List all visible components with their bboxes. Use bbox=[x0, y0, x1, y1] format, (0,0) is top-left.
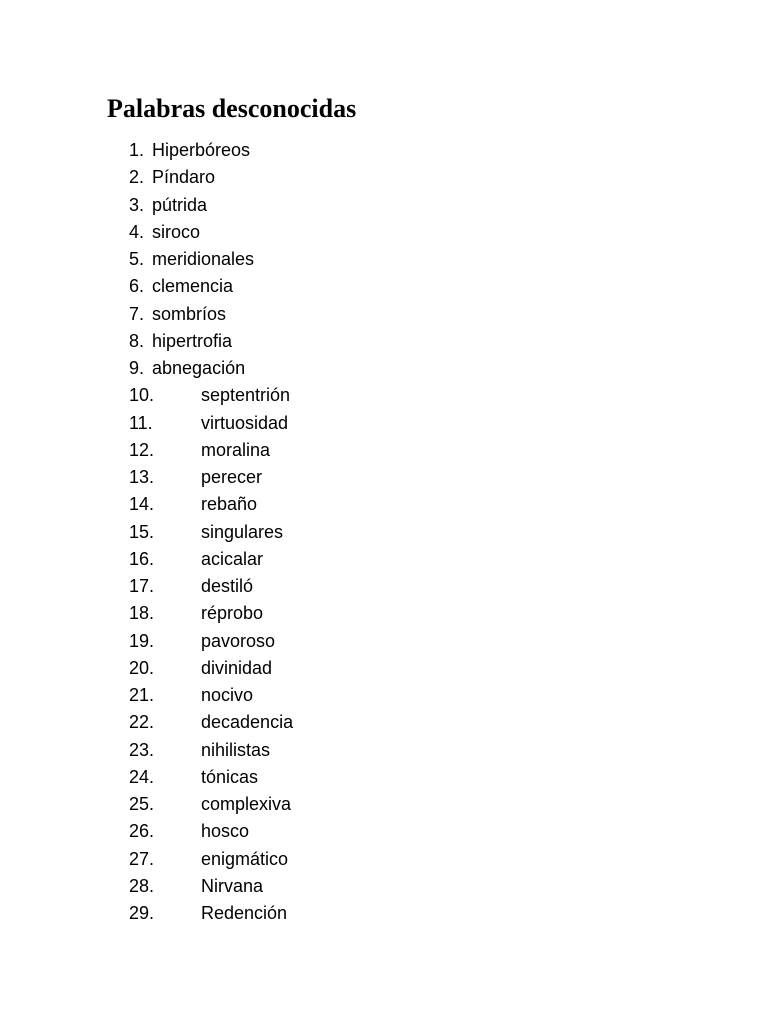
list-item bbox=[0, 900, 768, 927]
item-word: tónicas bbox=[201, 766, 259, 787]
list-item bbox=[0, 301, 768, 328]
item-word: complexiva bbox=[201, 794, 292, 814]
item-number: 9. bbox=[129, 358, 145, 378]
item-number: 13. bbox=[129, 467, 155, 487]
item-number: 4. bbox=[129, 221, 145, 242]
list-item bbox=[0, 519, 768, 546]
list-item bbox=[0, 491, 768, 518]
item-word: siroco bbox=[152, 221, 201, 242]
item-number: 14. bbox=[129, 494, 155, 515]
list-item bbox=[0, 246, 768, 273]
list-item bbox=[0, 818, 768, 845]
list-item bbox=[0, 791, 768, 818]
item-number: 6. bbox=[129, 276, 145, 297]
item-word: decadencia bbox=[201, 712, 294, 733]
item-word: moralina bbox=[201, 439, 271, 460]
list-item bbox=[0, 355, 768, 382]
item-number: 1. bbox=[129, 140, 145, 160]
item-word: hosco bbox=[201, 821, 250, 842]
item-word: Redención bbox=[201, 903, 288, 923]
item-word: destiló bbox=[201, 576, 254, 596]
item-number: 12. bbox=[129, 439, 155, 460]
item-word: singulares bbox=[201, 521, 284, 542]
list-item bbox=[0, 846, 768, 873]
item-word: rebaño bbox=[201, 494, 258, 515]
item-number: 7. bbox=[129, 303, 145, 324]
document-title: Palabras desconocidas bbox=[107, 94, 357, 123]
list-item bbox=[0, 628, 768, 655]
list-item bbox=[0, 464, 768, 491]
list-item bbox=[0, 709, 768, 736]
item-number: 16. bbox=[129, 548, 155, 569]
item-word: clemencia bbox=[152, 276, 234, 297]
item-word: perecer bbox=[201, 467, 263, 487]
word-list bbox=[0, 137, 768, 927]
item-word: réprobo bbox=[201, 603, 264, 624]
list-item bbox=[0, 382, 768, 409]
list-item bbox=[0, 437, 768, 464]
item-number: 8. bbox=[129, 330, 145, 351]
list-item bbox=[0, 600, 768, 627]
item-word: abnegación bbox=[152, 358, 246, 378]
item-word: sombríos bbox=[152, 303, 227, 324]
item-number: 28. bbox=[129, 875, 155, 896]
item-number: 23. bbox=[129, 739, 155, 760]
item-word: Nirvana bbox=[201, 875, 264, 896]
item-number: 25. bbox=[129, 794, 155, 814]
item-word: meridionales bbox=[152, 249, 255, 269]
item-number: 2. bbox=[129, 167, 145, 188]
item-word: virtuosidad bbox=[201, 412, 289, 433]
item-number: 3. bbox=[129, 194, 145, 215]
list-item bbox=[0, 655, 768, 682]
item-number: 11. bbox=[129, 412, 153, 433]
list-item bbox=[0, 764, 768, 791]
list-item bbox=[0, 546, 768, 573]
item-number: 20. bbox=[129, 657, 155, 678]
list-item bbox=[0, 410, 768, 437]
list-item bbox=[0, 682, 768, 709]
list-item bbox=[0, 219, 768, 246]
item-word: acicalar bbox=[201, 548, 264, 569]
item-word: divinidad bbox=[201, 657, 273, 678]
list-item bbox=[0, 192, 768, 219]
list-item bbox=[0, 273, 768, 300]
item-number: 22. bbox=[129, 712, 155, 733]
item-number: 10. bbox=[129, 385, 155, 406]
item-word: hipertrofia bbox=[152, 330, 233, 351]
item-number: 18. bbox=[129, 603, 155, 624]
list-item bbox=[0, 137, 768, 164]
item-word: pavoroso bbox=[201, 630, 276, 651]
list-item bbox=[0, 573, 768, 600]
item-word: nocivo bbox=[201, 685, 254, 705]
list-item bbox=[0, 164, 768, 191]
item-number: 29. bbox=[129, 903, 155, 923]
list-item bbox=[0, 328, 768, 355]
item-word: septentrión bbox=[201, 385, 291, 406]
item-number: 27. bbox=[129, 848, 155, 869]
item-word: nihilistas bbox=[201, 739, 271, 760]
item-number: 17. bbox=[129, 576, 155, 596]
item-number: 21. bbox=[129, 685, 155, 705]
list-item bbox=[0, 873, 768, 900]
item-word: pútrida bbox=[152, 194, 208, 215]
list-item bbox=[0, 737, 768, 764]
item-word: enigmático bbox=[201, 848, 289, 869]
item-number: 26. bbox=[129, 821, 155, 842]
item-number: 5. bbox=[129, 249, 145, 269]
item-word: Píndaro bbox=[152, 167, 216, 188]
item-number: 15. bbox=[129, 521, 155, 542]
item-word: Hiperbóreos bbox=[152, 140, 251, 160]
item-number: 19. bbox=[129, 630, 155, 651]
item-number: 24. bbox=[129, 766, 155, 787]
